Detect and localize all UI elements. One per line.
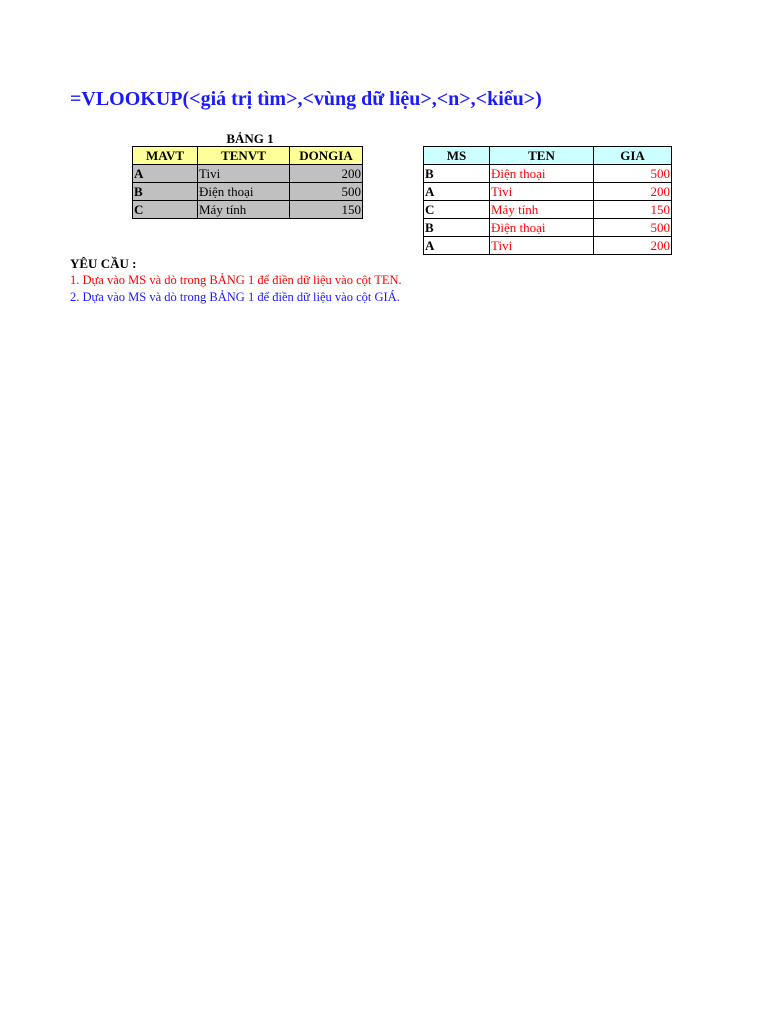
requirement-1: 1. Dựa vào MS và dò trong BẢNG 1 để điền dữ liệu vào cột TEN. (70, 273, 402, 287)
cell-dongia[interactable]: 200 (290, 165, 363, 183)
cell-ten[interactable]: Máy tính (490, 201, 594, 219)
cell-ten[interactable]: Điện thoại (490, 219, 594, 237)
cell-dongia[interactable]: 150 (290, 201, 363, 219)
cell-mavt[interactable]: B (133, 183, 198, 201)
cell-gia[interactable]: 200 (594, 237, 672, 255)
table-row (133, 183, 363, 201)
header-ten[interactable]: TEN (490, 147, 594, 165)
cell-tenvt[interactable]: Điện thoại (198, 183, 290, 201)
table-row (424, 219, 672, 237)
formula-heading: =VLOOKUP(<giá trị tìm>,<vùng dữ liệu>,<n>,<kiểu>) (70, 88, 542, 110)
requirement-2: 2. Dựa vào MS và dò trong BẢNG 1 để điền dữ liệu vào cột GIÁ. (70, 290, 400, 304)
table1-title: BẢNG 1 (226, 131, 274, 146)
header-dongia[interactable]: DONGIA (290, 147, 363, 165)
cell-ms[interactable]: A (424, 237, 490, 255)
table-row (424, 165, 672, 183)
table-row (133, 201, 363, 219)
lookup-table (132, 146, 363, 219)
header-gia[interactable]: GIA (594, 147, 672, 165)
cell-tenvt[interactable]: Tivi (198, 165, 290, 183)
cell-gia[interactable]: 500 (594, 165, 672, 183)
cell-ms[interactable]: B (424, 165, 490, 183)
table-header-row (133, 147, 363, 165)
cell-ms[interactable]: A (424, 183, 490, 201)
requirements-title: YÊU CẦU : (70, 256, 137, 271)
table-row (133, 165, 363, 183)
table-header-row (424, 147, 672, 165)
cell-ten[interactable]: Điện thoại (490, 165, 594, 183)
cell-ms[interactable]: B (424, 219, 490, 237)
cell-ten[interactable]: Tivi (490, 183, 594, 201)
cell-gia[interactable]: 150 (594, 201, 672, 219)
cell-tenvt[interactable]: Máy tính (198, 201, 290, 219)
header-tenvt[interactable]: TENVT (198, 147, 290, 165)
cell-gia[interactable]: 200 (594, 183, 672, 201)
cell-ms[interactable]: C (424, 201, 490, 219)
header-ms[interactable]: MS (424, 147, 490, 165)
cell-mavt[interactable]: A (133, 165, 198, 183)
cell-ten[interactable]: Tivi (490, 237, 594, 255)
header-mavt[interactable]: MAVT (133, 147, 198, 165)
cell-gia[interactable]: 500 (594, 219, 672, 237)
result-table (423, 146, 672, 255)
table-row (424, 201, 672, 219)
cell-dongia[interactable]: 500 (290, 183, 363, 201)
table-row (424, 183, 672, 201)
cell-mavt[interactable]: C (133, 201, 198, 219)
table-row (424, 237, 672, 255)
